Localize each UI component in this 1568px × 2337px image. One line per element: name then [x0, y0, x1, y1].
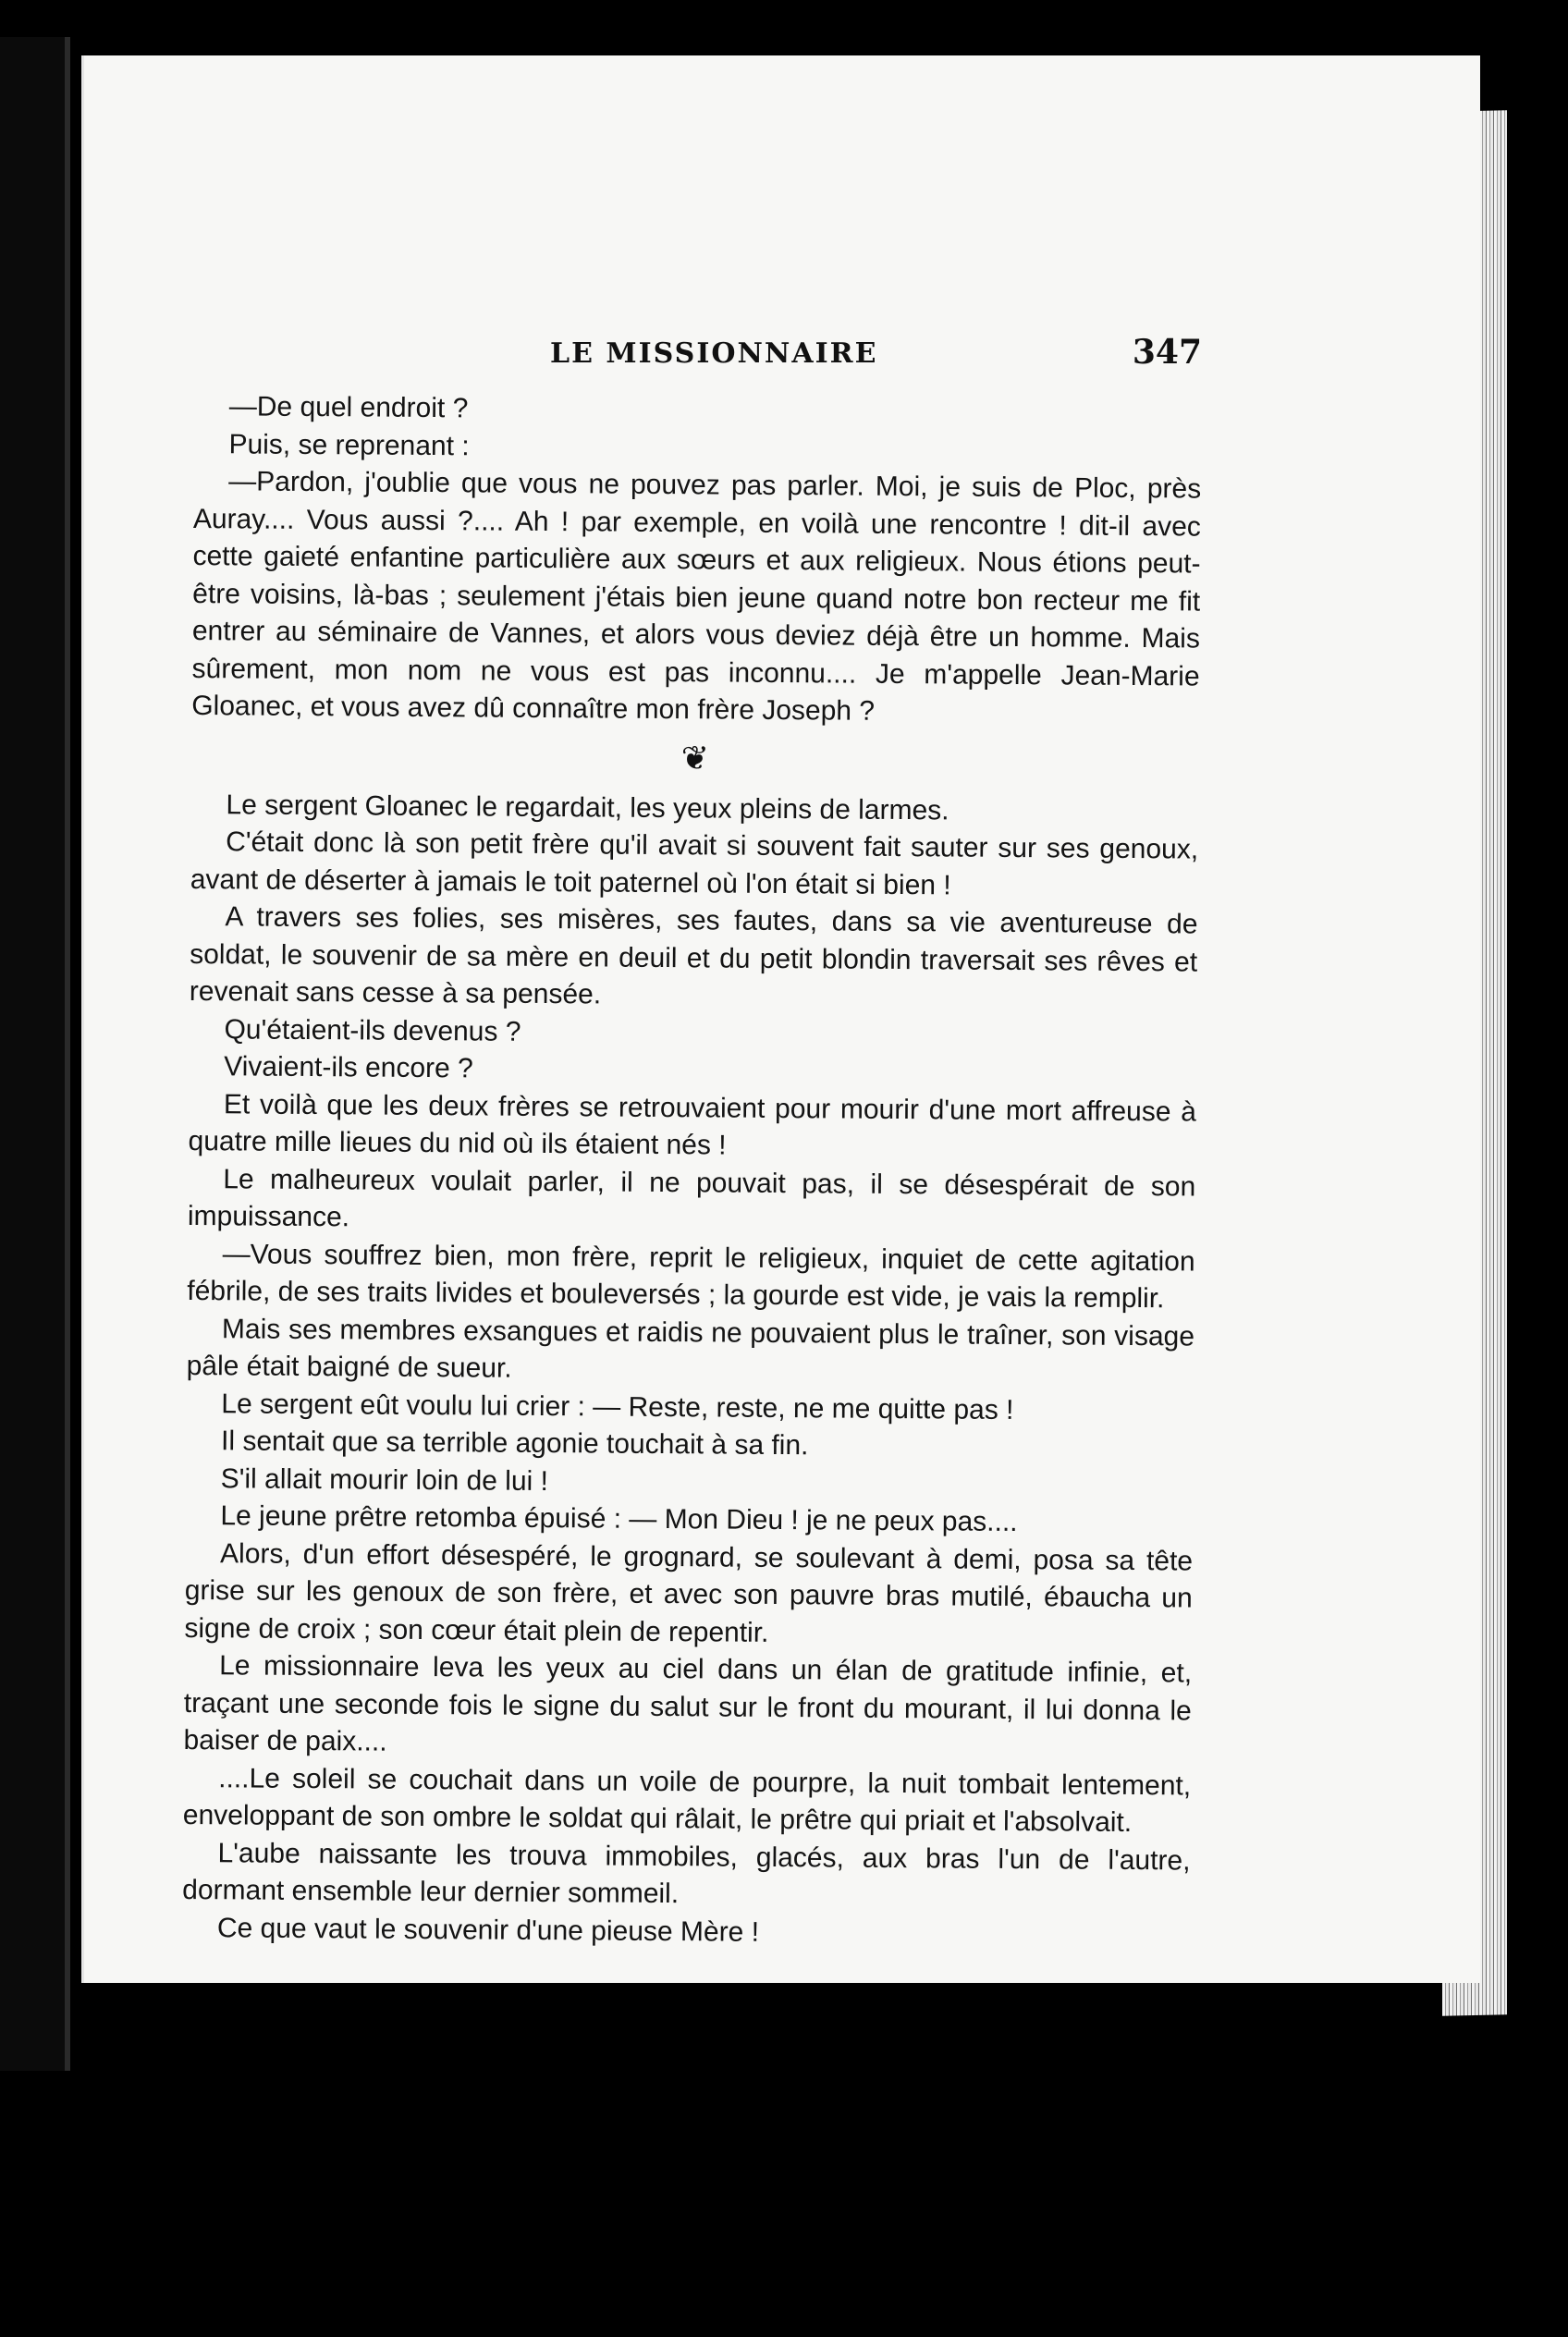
- paragraph: Mais ses membres exsangues et raidis ne pouvaient plus le traîner, son visage pâle était baigné de sueur.: [186, 1313, 1195, 1384]
- paragraph: —Vous souffrez bien, mon frère, reprit le religieux, inquiet de cette agitation fébrile, de ses traits livides et bouleversés ; la gourde est vide, je vais la remplir.: [187, 1238, 1195, 1315]
- running-title: LE MISSIONNAIRE: [550, 337, 878, 370]
- paragraph: Alors, d'un effort désespéré, le grognard, se soulevant à demi, posa sa tête grise sur les genoux de son frère, et avec son pauvre bras mutilé, ébaucha un signe de croix ; son cœur était plein de repentir.: [184, 1537, 1194, 1648]
- paragraph: A travers ses folies, ses misères, ses fautes, dans sa vie aventureuse de soldat, le souvenir de sa mère en deuil et du petit blondin traversait ses rêves et revenait sans cesse à sa pensée.: [189, 901, 1198, 1010]
- paragraph: Le sergent eût voulu lui crier : — Reste, reste, ne me quitte pas !: [221, 1388, 1014, 1425]
- paragraph: Le malheureux voulait parler, il ne pouvait pas, il se désespérait de son impuissance.: [187, 1163, 1196, 1233]
- paragraph: Le jeune prêtre retomba épuisé : — Mon Dieu ! je ne peux pas....: [220, 1500, 1018, 1538]
- paragraph: Il sentait que sa terrible agonie touchait à sa fin.: [220, 1425, 809, 1462]
- paragraph: Ce que vaut le souvenir d'une pieuse Mère !: [216, 1912, 760, 1948]
- paragraph: —Pardon, j'oublie que vous ne pouvez pas parler. Moi, je suis de Ploc, près Auray.... Vous aussi ?.... Ah ! par exemple, en voilà une rencontre ! dit-il avec cette gaieté enfantine particulière aux sœurs et aux religieux. Nous étions peut-être voisins, là-bas ; seulement j'étais bien jeune quand notre bon recteur me fit entrer au séminaire de Vannes, et alors vous deviez déjà être un homme. Mais sûrement, mon nom ne vous est pas inconnu.... Je m'appelle Jean-Marie Gloanec, et vous avez dû connaître mon frère Joseph ?: [191, 466, 1202, 727]
- paragraph: —De quel endroit ?: [228, 391, 469, 424]
- body-text: [182, 388, 1202, 1955]
- page-number: 347: [1132, 333, 1202, 372]
- paragraph: Et voilà que les deux frères se retrouvaient pour mourir d'une mort affreuse à quatre mille lieues du nid où ils étaient nés !: [188, 1088, 1197, 1161]
- section-ornament-icon: ❦: [680, 739, 710, 777]
- paragraph: L'aube naissante les trouva immobiles, glacés, aux bras l'un de l'autre, dormant ensemble leur dernier sommeil.: [182, 1837, 1191, 1910]
- paragraph: C'était donc là son petit frère qu'il avait si souvent fait sauter sur ses genoux, avant de déserter à jamais le toit paternel où l'on était si bien !: [190, 826, 1199, 900]
- paragraph: Le sergent Gloanec le regardait, les yeux pleins de larmes.: [226, 789, 949, 826]
- paragraph: Vivaient-ils encore ?: [224, 1051, 473, 1084]
- book-binding-edge: [0, 37, 70, 2071]
- paragraph: S'il allait mourir loin de lui !: [220, 1462, 549, 1497]
- paragraph: Puis, se reprenant :: [228, 428, 470, 461]
- running-head: [194, 333, 1202, 379]
- paragraph: Le missionnaire leva les yeux au ciel dans un élan de gratitude infinie, et, traçant une seconde fois le signe du salut sur le front du mourant, il lui donna le baiser de paix....: [183, 1650, 1193, 1757]
- paragraph: ....Le soleil se couchait dans un voile de pourpre, la nuit tombait lentement, enveloppant de son ombre le soldat qui râlait, le prêtre qui priait et l'absolvait.: [182, 1762, 1192, 1839]
- paragraph: Qu'étaient-ils devenus ?: [224, 1013, 521, 1047]
